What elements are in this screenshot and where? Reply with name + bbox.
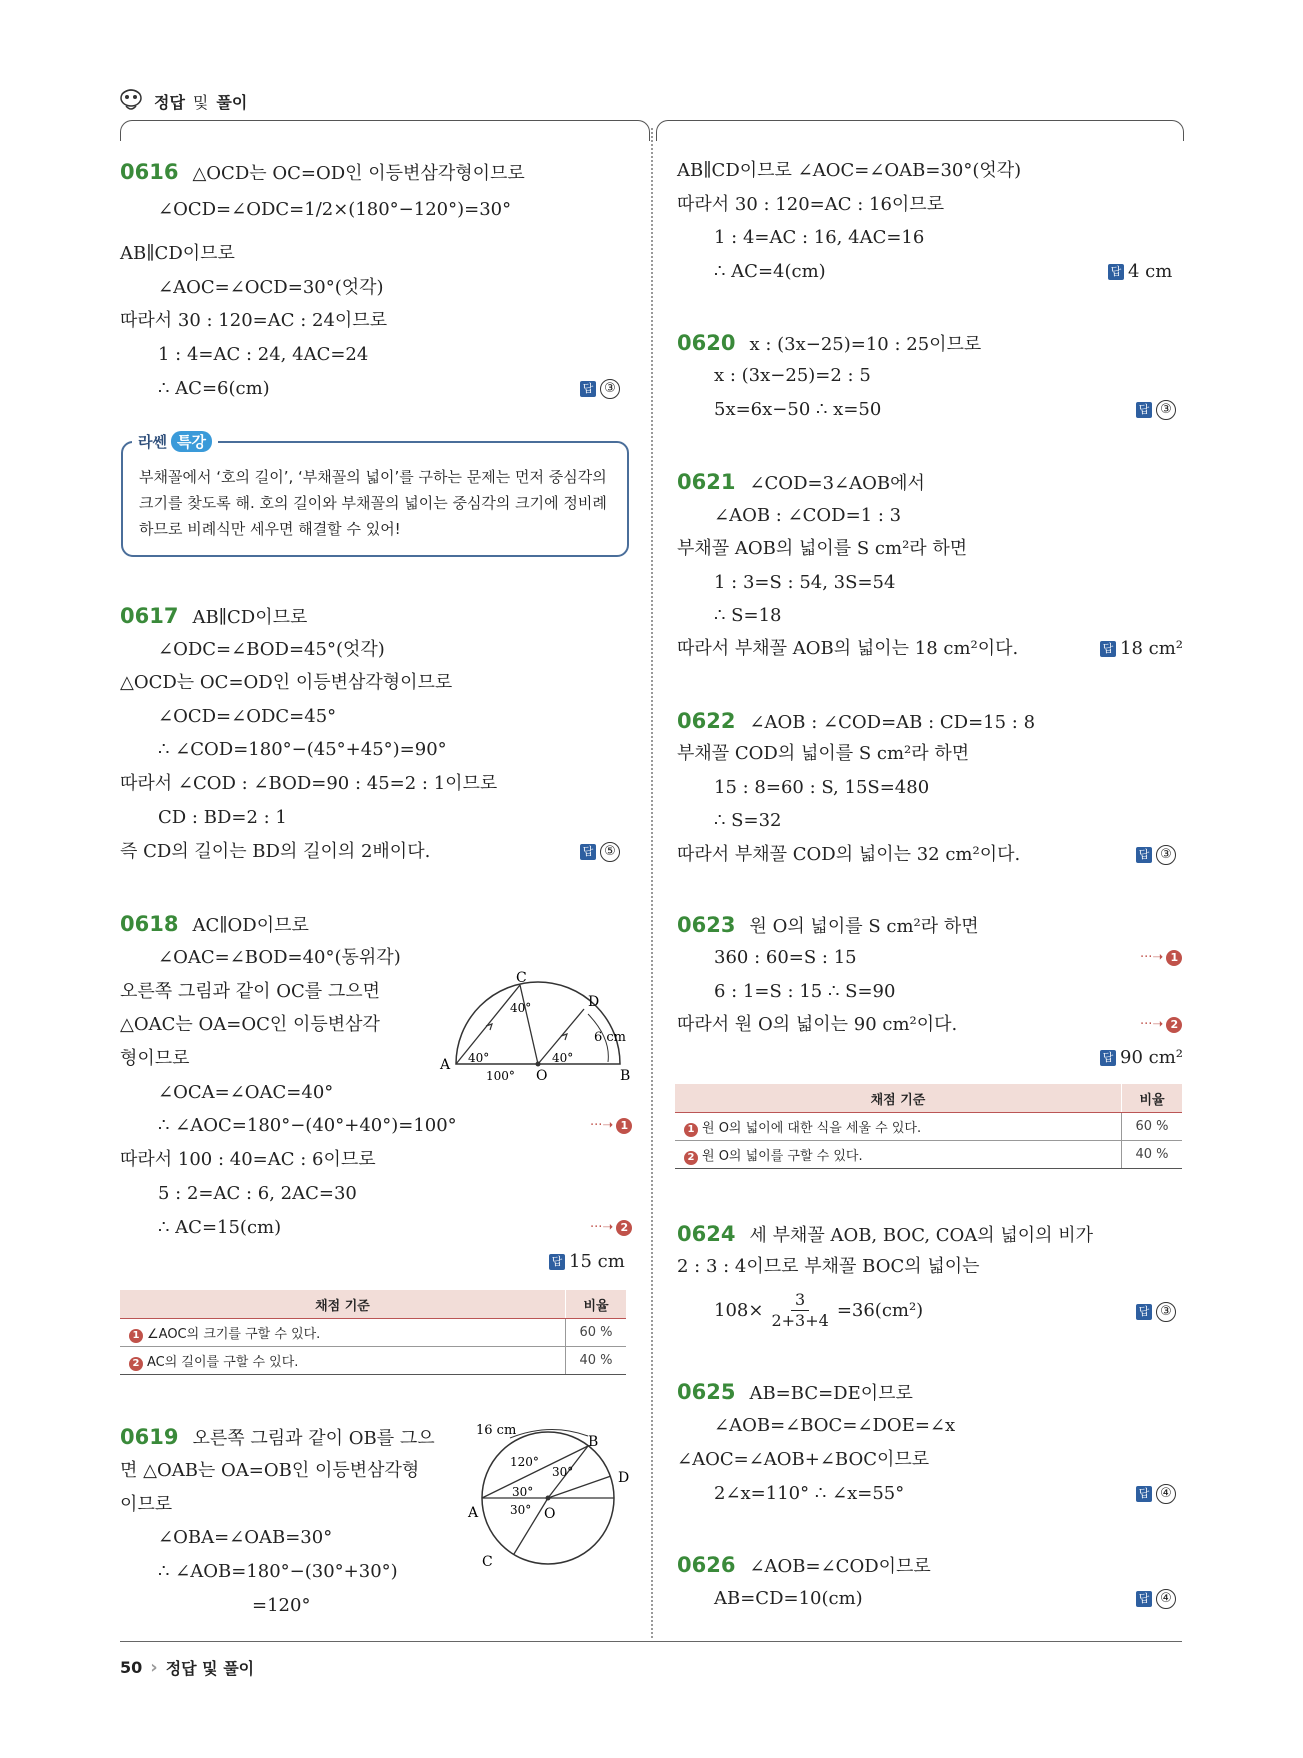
table-row: 1 원 O의 넓이에 대한 식을 세울 수 있다. 60 %	[675, 1113, 1182, 1141]
problem-0618-line6: ∠OCA=∠OAC=40°	[158, 1082, 334, 1103]
problem-0616-line1: 0616 △OCD는 OC=OD인 이등변삼각형이므로	[120, 160, 525, 184]
length-6cm: 6 cm	[594, 1030, 627, 1045]
problem-0618-line10: ∴ AC=15(cm)	[158, 1217, 282, 1238]
problem-0618-line8: 따라서 100 : 40=AC : 6이므로	[120, 1149, 376, 1170]
scoring-table-0618: 채점 기준 비율 1 ∠AOC의 크기를 구할 수 있다. 60 % 2 AC의 길이를 구할 수 있다. 40 %	[120, 1290, 626, 1375]
problem-0617-line4: ∠OCD=∠ODC=45°	[158, 706, 337, 727]
answer-0626: 답 ④	[1136, 1587, 1176, 1611]
problem-0620-line3: 5x=6x−50 ∴ x=50	[714, 399, 882, 420]
angle-40-A: 40°	[468, 1051, 490, 1065]
answer-0618: 답 15 cm	[549, 1250, 625, 1274]
problem-0619-cont-line1: AB∥CD이므로 ∠AOC=∠OAB=30°(엇각)	[677, 160, 1022, 181]
mascot-icon	[116, 86, 146, 116]
answer-0624: 답 ③	[1136, 1300, 1176, 1324]
footer-rule	[120, 1641, 1182, 1642]
page-header	[116, 86, 247, 116]
column-divider	[651, 128, 653, 1638]
answer-0623: 답 90 cm²	[1100, 1046, 1183, 1070]
problem-0622-line2: 부채꼴 COD의 넓이를 S cm²라 하면	[677, 743, 970, 764]
problem-0617-line5: ∴ ∠COD=180°−(45°+45°)=90°	[158, 739, 447, 760]
problem-number: 0616	[120, 160, 179, 184]
scoring-table-0623: 채점 기준 비율 1 원 O의 넓이에 대한 식을 세울 수 있다. 60 % 2 원 O의 넓이를 구할 수 있다. 40 %	[675, 1084, 1182, 1169]
label-D: D	[618, 1470, 630, 1486]
header-title-a: 정답	[154, 92, 185, 112]
problem-0619-line2: 면 △OAB는 OA=OB인 이등변삼각형	[120, 1460, 420, 1481]
step-marker-2: ···➝ 2	[590, 1220, 632, 1236]
answer-0622: 답 ③	[1136, 843, 1176, 867]
problem-0623-line1: 0623 원 O의 넓이를 S cm²라 하면	[677, 913, 979, 937]
problem-0616-line3: AB∥CD이므로	[120, 243, 235, 264]
problem-number: 0618	[120, 912, 179, 936]
angle-120: 120°	[510, 1455, 539, 1469]
problem-0618-line4: △OAC는 OA=OC인 이등변삼각	[120, 1014, 380, 1035]
problem-0626-line2: AB=CD=10(cm)	[714, 1588, 863, 1609]
problem-0624-line2: 2 : 3 : 4이므로 부채꼴 BOC의 넓이는	[677, 1256, 980, 1277]
problem-0616-line2: ∠OCD=∠ODC=1/2×(180°−120°)=30°	[158, 199, 512, 220]
problem-number: 0622	[677, 709, 736, 733]
problem-0617-line7: CD : BD=2 : 1	[158, 807, 287, 828]
problem-0625-line1: 0625 AB=BC=DE이므로	[677, 1380, 913, 1404]
chevron-right-icon: ›	[150, 1657, 158, 1678]
label-O: O	[536, 1068, 548, 1084]
problem-0616-line7: ∴ AC=6(cm)	[158, 378, 270, 399]
problem-0619-line4: ∠OBA=∠OAB=30°	[158, 1527, 333, 1548]
problem-0618-line2: ∠OAC=∠BOD=40°(동위각)	[158, 947, 401, 968]
problem-0621-line3: 부채꼴 AOB의 넓이를 S cm²라 하면	[677, 538, 968, 559]
answer-0617: 답 ⑤	[580, 840, 620, 864]
problem-0619-cont-line2: 따라서 30 : 120=AC : 16이므로	[677, 194, 945, 215]
label-C: C	[482, 1554, 493, 1570]
answer-0616: 답 ③	[580, 377, 620, 401]
problem-0623-line4: 따라서 원 O의 넓이는 90 cm²이다.	[677, 1014, 958, 1035]
angle-40-C: 40°	[510, 1001, 532, 1015]
table-row: 2 AC의 길이를 구할 수 있다. 40 %	[120, 1347, 626, 1375]
page-footer	[120, 1656, 254, 1679]
problem-0619-cont-line4: ∴ AC=4(cm)	[714, 261, 826, 282]
label-B: B	[620, 1068, 631, 1084]
angle-40-O: 40°	[552, 1051, 574, 1065]
label-B: B	[588, 1434, 599, 1450]
problem-0618-line5: 형이므로	[120, 1048, 190, 1069]
problem-number: 0623	[677, 913, 736, 937]
figure-0619-circle	[470, 1418, 640, 1568]
length-16cm: 16 cm	[476, 1423, 517, 1438]
left-column-frame	[120, 120, 650, 141]
problem-0619-line1: 0619 오른쪽 그림과 같이 OB를 그으	[120, 1425, 435, 1449]
footer-title: 정답 및 풀이	[165, 1659, 255, 1678]
problem-0619-line3: 이므로	[120, 1494, 173, 1515]
header-title-b: 및	[192, 92, 209, 112]
problem-0618-line9: 5 : 2=AC : 6, 2AC=30	[158, 1183, 357, 1204]
fraction: $\frac{3}{2+3+4}$	[771, 1290, 829, 1330]
problem-0622-line4: ∴ S=32	[714, 810, 782, 831]
problem-number: 0620	[677, 331, 736, 355]
problem-0621-line5: ∴ S=18	[714, 605, 782, 626]
angle-30-A1: 30°	[512, 1485, 534, 1499]
problem-number: 0624	[677, 1222, 736, 1246]
problem-0617-line1: 0617 AB∥CD이므로	[120, 604, 308, 628]
problem-0620-line1: 0620 x : (3x−25)=10 : 25이므로	[677, 331, 982, 355]
problem-0622-line1: 0622 ∠AOB : ∠COD=AB : CD=15 : 8	[677, 709, 1036, 733]
problem-0619-line5: ∴ ∠AOB=180°−(30°+30°)	[158, 1561, 398, 1582]
angle-30-B: 30°	[552, 1465, 574, 1479]
problem-0621-line4: 1 : 3=S : 54, 3S=54	[714, 572, 896, 593]
problem-0617-line3: △OCD는 OC=OD인 이등변삼각형이므로	[120, 672, 453, 693]
problem-0617-line6: 따라서 ∠COD : ∠BOD=90 : 45=2 : 1이므로	[120, 773, 498, 794]
answer-0619: 답 4 cm	[1108, 260, 1172, 284]
tip-text: 부채꼴에서 ‘호의 길이’, ‘부채꼴의 넓이’를 구하는 문제는 먼저 중심각의 크기를 찾도록 해. 호의 길이와 부채꼴의 넓이는 중심각의 크기에 정비례하므로 비례식만 세우면 해결할 수 있어!	[139, 468, 607, 538]
problem-0624-line3: 108× $\frac{3}{2+3+4}$ =36(cm²)	[714, 1290, 924, 1330]
table-row: 1 ∠AOC의 크기를 구할 수 있다. 60 %	[120, 1319, 626, 1347]
problem-0618-line1: 0618 AC∥OD이므로	[120, 912, 309, 936]
step-marker-1: ···➝ 1	[590, 1118, 632, 1134]
header-title-c: 풀이	[216, 92, 248, 112]
angle-100: 100°	[486, 1069, 515, 1083]
problem-0619-line6: =120°	[252, 1595, 311, 1616]
problem-0616-line4: ∠AOC=∠OCD=30°(엇각)	[158, 277, 384, 298]
problem-0617-line2: ∠ODC=∠BOD=45°(엇각)	[158, 639, 385, 660]
label-C: C	[516, 970, 527, 986]
problem-number: 0625	[677, 1380, 736, 1404]
problem-0626-line1: 0626 ∠AOB=∠COD이므로	[677, 1553, 931, 1577]
problem-0625-line3: ∠AOC=∠AOB+∠BOC이므로	[677, 1449, 930, 1470]
problem-0621-line1: 0621 ∠COD=3∠AOB에서	[677, 470, 925, 494]
label-O: O	[544, 1506, 556, 1522]
problem-0622-line5: 따라서 부채꼴 COD의 넓이는 32 cm²이다.	[677, 844, 1021, 865]
problem-0616-line6: 1 : 4=AC : 24, 4AC=24	[158, 344, 369, 365]
answer-0625: 답 ④	[1136, 1482, 1176, 1506]
problem-0618-line7: ∴ ∠AOC=180°−(40°+40°)=100°	[158, 1115, 457, 1136]
problem-0622-line3: 15 : 8=60 : S, 15S=480	[714, 777, 930, 798]
answer-0620: 답 ③	[1136, 398, 1176, 422]
table-row: 2 원 O의 넓이를 구할 수 있다. 40 %	[675, 1141, 1182, 1169]
problem-0624-line1: 0624 세 부채꼴 AOB, BOC, COA의 넓이의 비가	[677, 1222, 1094, 1246]
angle-30-A2: 30°	[510, 1503, 532, 1517]
problem-0623-line3: 6 : 1=S : 15 ∴ S=90	[714, 981, 896, 1002]
label-A: A	[440, 1057, 451, 1073]
right-column-frame	[656, 120, 1184, 141]
problem-number: 0626	[677, 1553, 736, 1577]
figure-0618-semicircle	[436, 970, 636, 1084]
label-A: A	[468, 1505, 479, 1521]
answer-0621: 답 18 cm²	[1100, 637, 1183, 661]
problem-0625-line4: 2∠x=110° ∴ ∠x=55°	[714, 1483, 905, 1504]
problem-0617-line8: 즉 CD의 길이는 BD의 길이의 2배이다.	[120, 841, 431, 862]
label-D: D	[588, 994, 600, 1010]
step-marker-1: ···➝ 1	[1140, 950, 1182, 966]
problem-0621-line2: ∠AOB : ∠COD=1 : 3	[714, 505, 902, 526]
problem-number: 0621	[677, 470, 736, 494]
step-marker-2: ···➝ 2	[1140, 1017, 1182, 1033]
tip-label: 라쎈 특강	[132, 428, 218, 454]
problem-0623-line2: 360 : 60=S : 15	[714, 947, 857, 968]
problem-0620-line2: x : (3x−25)=2 : 5	[714, 365, 871, 386]
problem-0621-line6: 따라서 부채꼴 AOB의 넓이는 18 cm²이다.	[677, 638, 1019, 659]
problem-number: 0619	[120, 1425, 179, 1449]
problem-number: 0617	[120, 604, 179, 628]
problem-0618-line3: 오른쪽 그림과 같이 OC를 그으면	[120, 981, 381, 1002]
page-number: 50	[120, 1658, 143, 1677]
problem-0625-line2: ∠AOB=∠BOC=∠DOE=∠x	[714, 1415, 956, 1436]
problem-0616-line5: 따라서 30 : 120=AC : 24이므로	[120, 310, 388, 331]
problem-0619-cont-line3: 1 : 4=AC : 16, 4AC=16	[714, 227, 925, 248]
